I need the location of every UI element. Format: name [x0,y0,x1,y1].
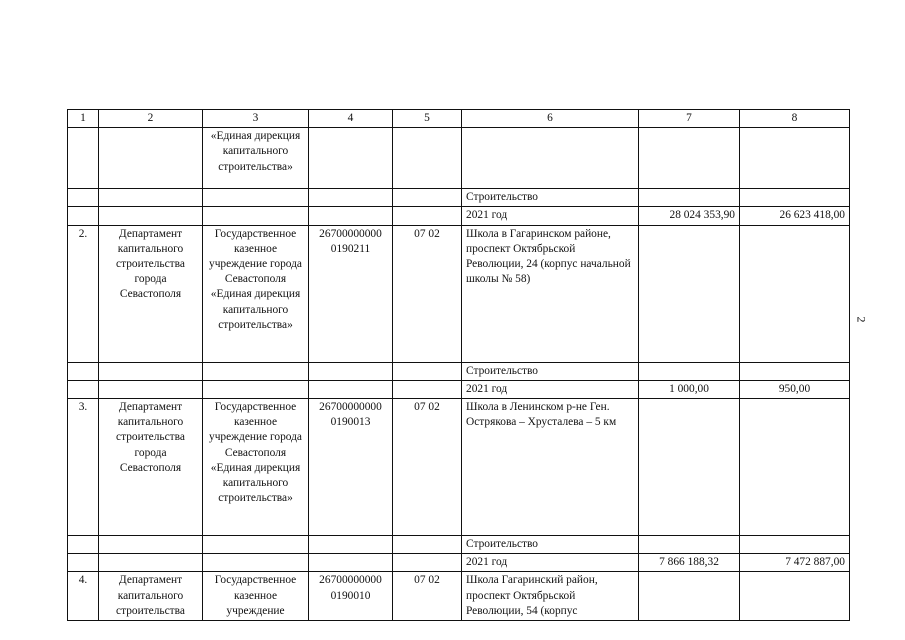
dept-cell: Департамент капитального строительства города Севастополя [99,225,203,362]
code-cell: 26700000000 0190010 [309,572,393,621]
dept-cell: Департамент капитального строительства города Севастополя [99,399,203,536]
object-cell: Школа в Ленинском р-не Ген. Острякова – Хрусталева – 5 км [462,399,639,536]
table-row [68,189,850,207]
header-row [68,110,850,128]
header-cell: 6 [462,110,639,128]
section-cell: 07 02 [393,572,462,621]
year-cell: 2021 год [462,380,639,398]
year-cell: 2021 год [462,207,639,225]
header-cell: 7 [639,110,740,128]
header-cell: 5 [393,110,462,128]
object-cell: Школа в Гагаринском районе, проспект Октябрьской Революции, 24 (корпус начальной школы № 58) [462,225,639,362]
header-cell: 3 [203,110,309,128]
amount-cell: 28 024 353,90 [639,207,740,225]
dept-cell: Департамент капитального строительства [99,572,203,621]
section-cell: 07 02 [393,225,462,362]
recipient-cell: Государственное казенное учреждение города Севастополя «Единая дирекция капитального строительства» [203,399,309,536]
object-cell: Школа Гагаринский район, проспект Октябрьской Революции, 54 (корпус [462,572,639,621]
row-number: 2. [68,225,99,362]
table-row [68,399,850,536]
amount-cell: 26 623 418,00 [740,207,850,225]
year-cell: 2021 год [462,554,639,572]
table-row [68,225,850,362]
recipient-cell: «Единая дирекция капитального строительства» [203,128,309,189]
kind-cell: Строительство [462,189,639,207]
code-cell: 26700000000 0190211 [309,225,393,362]
budget-table [67,109,850,621]
table-row [68,380,850,398]
table-row [68,554,850,572]
page-number: 2 [854,316,869,323]
header-cell: 8 [740,110,850,128]
recipient-cell: Государственное казенное учреждение города Севастополя «Единая дирекция капитального строительства» [203,225,309,362]
header-cell: 1 [68,110,99,128]
amount-cell: 950,00 [740,380,850,398]
amount-cell: 7 472 887,00 [740,554,850,572]
row-number: 4. [68,572,99,621]
section-cell: 07 02 [393,399,462,536]
header-cell: 4 [309,110,393,128]
kind-cell: Строительство [462,362,639,380]
table-row [68,207,850,225]
kind-cell: Строительство [462,536,639,554]
table-row [68,536,850,554]
table-row [68,128,850,189]
table-row [68,362,850,380]
row-number: 3. [68,399,99,536]
amount-cell: 7 866 188,32 [639,554,740,572]
header-cell: 2 [99,110,203,128]
table-row [68,572,850,621]
code-cell: 26700000000 0190013 [309,399,393,536]
amount-cell: 1 000,00 [639,380,740,398]
recipient-cell: Государственное казенное учреждение [203,572,309,621]
